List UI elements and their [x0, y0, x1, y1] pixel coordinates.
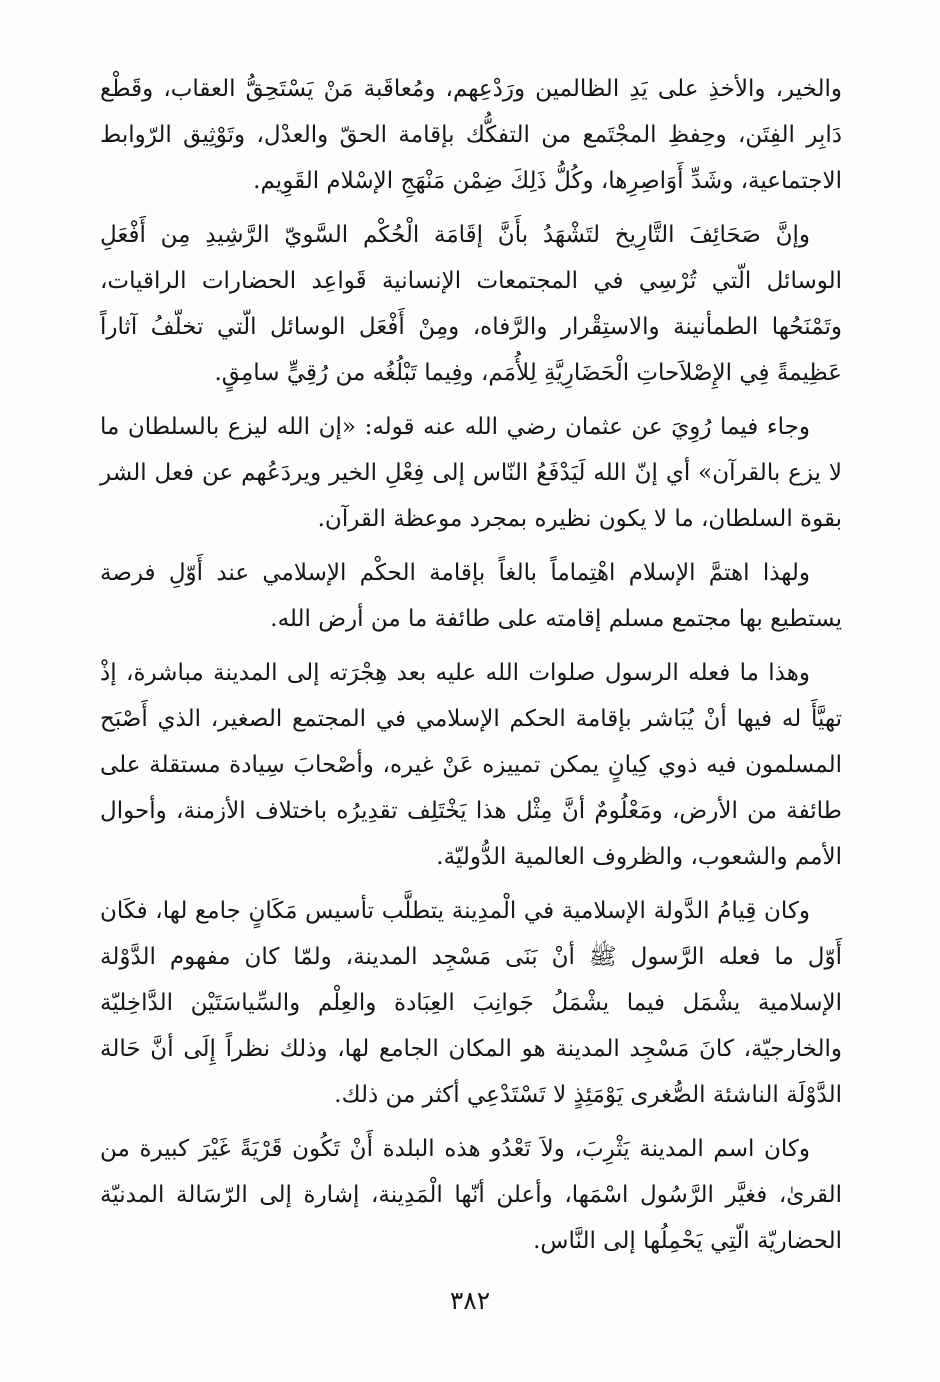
- paragraph-4: ولهذا اهتمَّ الإسلام اهْتِماماً بالغاً بإقامة الحكْم الإسلامي عند أَوّلِ فرصة يستطيع بها مجتمع مسلم إقامته على طائفة ما من أرض الله.: [100, 560, 842, 632]
- paragraph-3: وجاء فيما رُوِيَ عن عثمان رضي الله عنه قوله: «إن الله ليزع بالسلطان ما لا يزع بالقرآن» أي إنّ الله لَيَدْفَعُ النّاس إلى فِعْلِ الخير ويردَعُهم عن فعل الشر بقوة السلطان، ما لا يكون نظيره بمجرد موعظة القرآن.: [100, 414, 842, 532]
- paragraph-1: والخير، والأخذِ على يَدِ الظالمين ورَدْعِهم، ومُعاقَبة مَنْ يَسْتَحِقُّ العقاب، وقَطْع دَابِر الفِتَن، وحِفظِ المجْتَمع من التفكُّك بإقامة الحقّ والعدْل، وتَوْثِيق الرّوابط الاجتماعية، وشَدِّ أَوَاصِرِها، وكُلُّ ذَلِكَ ضِمْن مَنْهَجِ الإسْلام القَوِيم.: [100, 76, 842, 194]
- paragraph-5: وهذا ما فعله الرسول صلوات الله عليه بعد هِجْرَته إلى المدينة مباشرة، إذْ تهيَّأَ له فيها أنْ يُبَاشر بإقامة الحكم الإسلامي في المجتمع الصغير، الذي أَصْبَح المسلمون فيه ذوي كِيانٍ يمكن تمييزه عَنْ غيره، وأصْحابَ سِيادة مستقلة على طائفة من الأرض، ومَعْلُومٌ أنَّ مِثْل هذا يَخْتَلِف تقدِيرُه باختلاف الأزمنة، وأحوال الأمم والشعوب، والظروف العالمية الدُّوليّة.: [100, 660, 842, 870]
- paragraph-6: وكان قِيامُ الدَّولة الإسلامية في الْمدِينة يتطلَّب تأسيس مَكَانٍ جامع لها، فكَان أَوّل ما فعله الرَّسول ﷺ أنْ بَنَى مَسْجِد المدينة، ولمّا كان مفهوم الدَّوْلة الإسلامية يشْمَل فيما يشْمَلُ جَوانِبَ العِبَادة والعِلْم والسِّياسَتَيْن الدَّاخِليّة والخارجيّة، كانَ مَسْجِد المدينة هو المكان الجامع لها، وذلك نظراً إِلَى أنَّ حَالة الدَّوْلَة الناشئة الصُّغرى يَوْمَئِذٍ لا تَسْتَدْعِي أكثر من ذلك.: [100, 898, 842, 1108]
- paragraph-2: وإنَّ صَحَائِفَ التَّارِيخ لتَشْهَدُ بأَنَّ إقَامَة الْحُكْم السَّويّ الرَّشِيدِ مِن أَفْعَلِ الوسائل الّتي تُرْسِي في المجتمعات الإنسانية قَواعِد الحضارات الراقيات، وتَمْنَحُها الطمأنينة والاستِقْرار والرَّفاه، ومِنْ أَفْعَل الوسائل الّتي تخلّفُ آثاراً عَظِيمةً فِي الإِصْلاَحاتِ الْحَضَارِيَّةِ لِلأُمَم، وفِيما تَبْلُغُه من رُقِيٍّ سامِقٍ.: [100, 222, 842, 386]
- paragraph-7: وكان اسم المدينة يَثْرِبَ، ولاَ تَعْدُو هذه البلدة أَنْ تَكُون قَرْيَةً غَيْرَ كبيرة من القرىٰ، فغيَّر الرَّسُول اسْمَها، وأعلن أنّها الْمَدِينة، إشارة إلى الرّسَالة المدنيّة الحضاريّة الّتِي يَحْمِلُها إلى النَّاس.: [100, 1136, 842, 1254]
- page-number: ٣٨٢: [449, 1286, 491, 1315]
- body-text: [100, 66, 842, 1272]
